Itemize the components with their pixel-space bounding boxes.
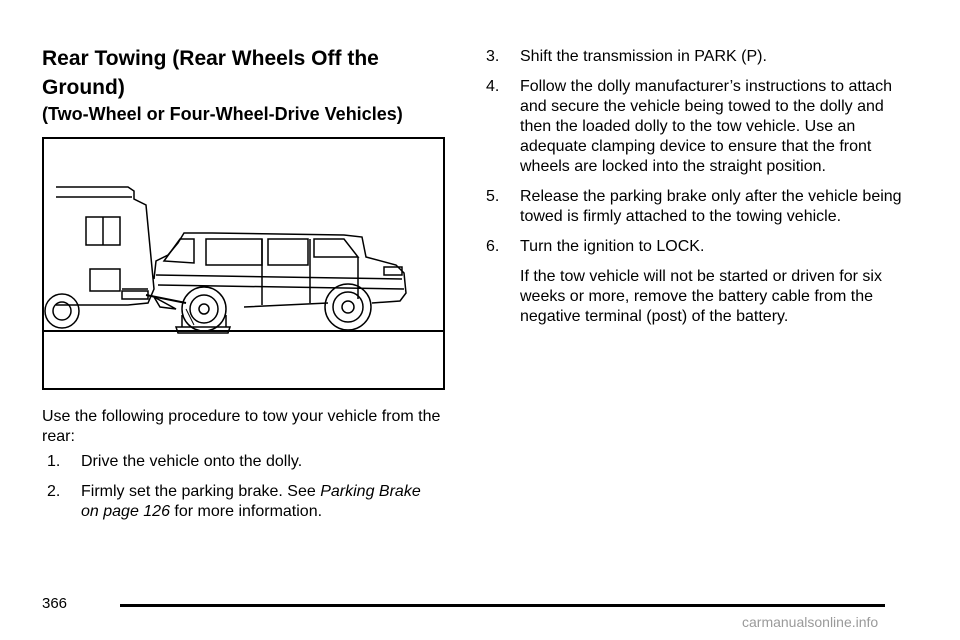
towing-illustration [42,137,445,390]
list-item [486,47,906,67]
watermark-text: carmanualsonline.info [742,614,879,630]
step-number: 6. [486,238,500,255]
tow-bar [146,295,186,303]
section-subheading: (Two-Wheel or Four-Wheel-Drive Vehicles) [42,104,403,124]
list-item [486,237,906,327]
page-number: 366 [42,595,68,612]
step-number: 3. [486,48,500,65]
step-number: 4. [486,78,500,95]
parking-brake-link[interactable]: Parking Brake on page 126 [81,483,421,520]
towed-suv-drawing [154,233,406,331]
step-number: 1. [47,453,61,470]
section-heading: Rear Towing (Rear Wheels Off the Ground) [42,47,379,99]
step-text: Drive the vehicle onto the dolly. [81,453,303,470]
battery-note: If the tow vehicle will not be started or driven for six weeks or more, remove the battery cable from the negative terminal (post) of the battery. [520,268,882,325]
list-item [486,187,906,227]
intro-paragraph: Use the following procedure to tow your vehicle from the rear: [42,408,441,445]
footer-rule [120,604,885,607]
list-item [47,452,427,472]
towing-illustration-svg [44,139,443,388]
step-number: 2. [47,483,61,500]
step-number: 5. [486,188,500,205]
step-text: Firmly set the parking brake. See [81,483,321,500]
list-item [47,482,427,522]
step-text: Shift the transmission in PARK (P). [520,48,767,65]
step-text: Release the parking brake only after the vehicle being towed is firmly attached to the towing vehicle. [520,188,902,225]
procedure-list-right [486,47,906,337]
step-text: Turn the ignition to LOCK. [520,238,705,255]
step-text: Follow the dolly manufacturer’s instructions to attach and secure the vehicle being towed to the dolly and then the loaded dolly to the tow vehicle. Use an adequate clamping device to ensure that the front wheels are locked into the straight position. [520,78,893,175]
step-text-continued: for more information. [169,503,323,520]
tow-vehicle-drawing [45,187,154,328]
procedure-list-left [47,452,427,532]
list-item [486,77,906,177]
